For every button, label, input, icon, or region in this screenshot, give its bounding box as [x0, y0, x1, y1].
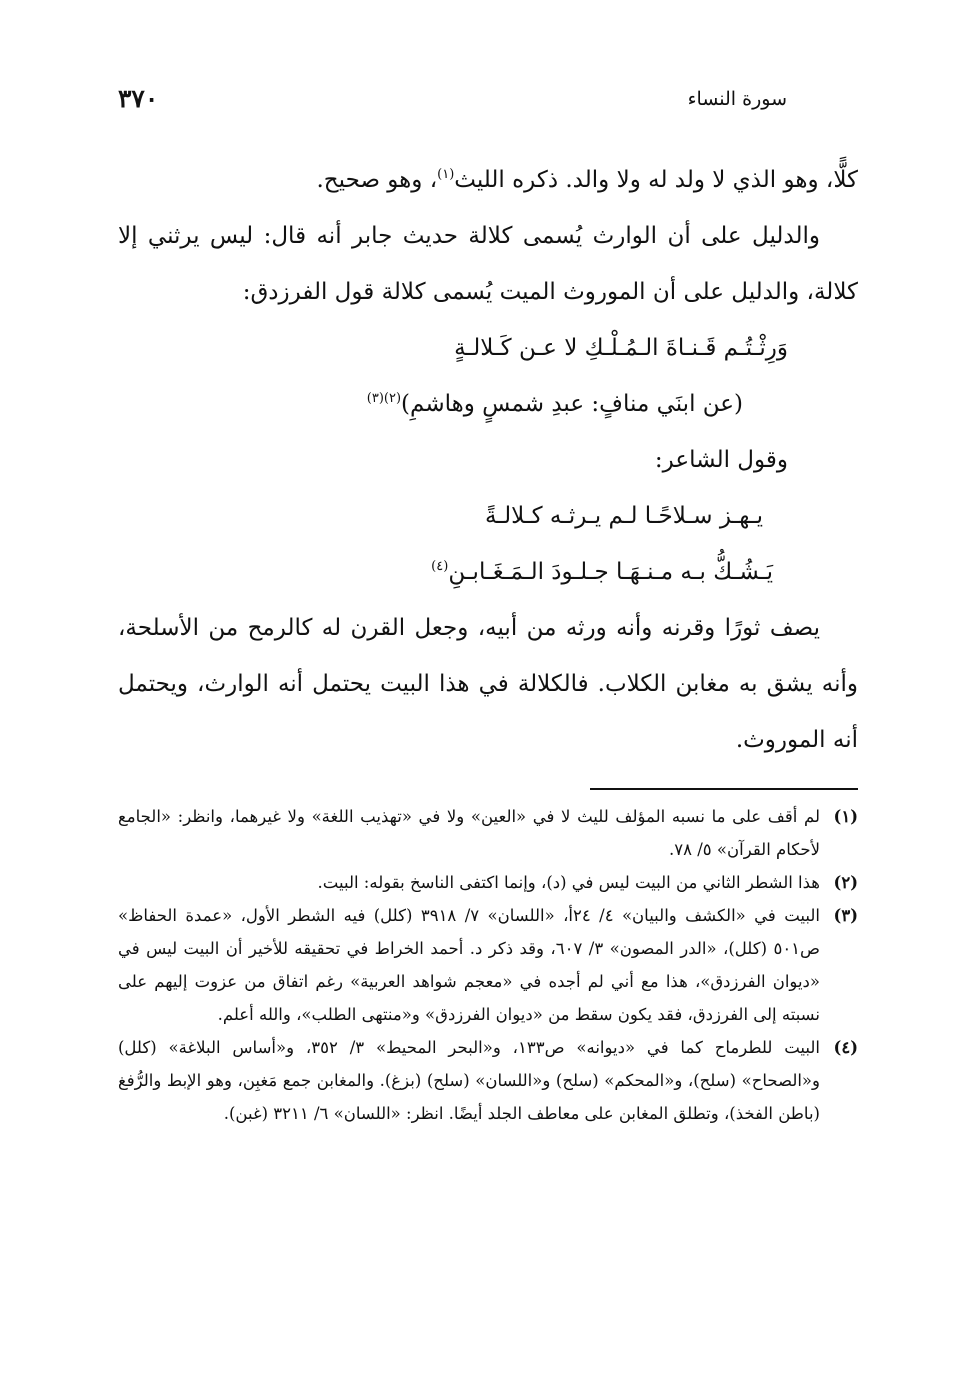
footnotes	[118, 800, 858, 1130]
poet-intro: وقول الشاعر:	[654, 447, 788, 473]
paragraph-3: يصف ثورًا وقرنه وأنه ورثه من أبيه، وجعل القرن له كالرمح من الأسلحة، وأنه يشق به مغابن الكلاب. فالكلالة في هذا البيت يحتمل أنه الوارث، ويحتمل أنه الموروث.	[118, 615, 858, 753]
footnote-2	[118, 866, 858, 899]
footnote-4	[118, 1031, 858, 1130]
footnote-separator	[590, 788, 858, 790]
footnote-number: (٢)	[833, 873, 858, 892]
footnote-3	[118, 899, 858, 1031]
paragraph-2: والدليل على أن الوارث يُسمى كلالة حديث جابر أنه قال: ليس يرثني إلا كلالة، والدليل على أن الموروث الميت يُسمى كلالة قول الفرزدق:	[118, 223, 858, 305]
footnote-ref-2-3: (٢)(٣)	[366, 391, 402, 406]
verse-line-4	[118, 544, 858, 600]
footnote-1	[118, 800, 858, 866]
verse-line-2	[118, 376, 858, 432]
verse-line-2-text: (عن ابنَي منافٍ: عبدِ شمسٍ وهاشمِ)	[401, 391, 743, 417]
footnote-number: (٤)	[833, 1038, 858, 1057]
footnote-text: البيت في «الكشف والبيان» ٤/ ٢٤أ، «اللسان» ٧/ ٣٩١٨ (كلل) فيه الشطر الأول، «عمدة الحفاظ» ص٥٠١ (كلل)، «الدر المصون» ٣/ ٦٠٧، وقد ذكر د. أحمد الخراط في تحقيقه للأخير أن البيت ليس في «ديوان الفرزدق»، هذا مع أني لم أجده في «معجم شواهد العربية» رغم اتفاق من عزوت إليهم على نسبته إلى الفرزدق، فقد يكون سقط من «ديوان الفرزدق» و«منتهى الطلب»، والله أعلم.	[118, 906, 820, 1024]
main-text	[118, 152, 858, 768]
paragraph-1	[118, 152, 858, 208]
footnote-number: (١)	[833, 807, 858, 826]
running-title: سورة النساء	[687, 88, 787, 110]
footnote-number: (٣)	[833, 906, 858, 925]
footnote-text: لم أقف على ما نسبه المؤلف لليث لا في «العين» ولا في «تهذيب اللغة» ولا غيرهما، وانظر: «الجامع لأحكام القرآن» ٥/ ٧٨.	[118, 807, 820, 859]
paragraph-1-tail: ، وهو صحيح.	[316, 167, 438, 193]
page-header	[118, 84, 857, 124]
verse-line-4-text: يَـشُـكُّ بـه مـنـهَـا جـلـودَ الـمَـغَـابـنِ	[448, 559, 773, 585]
footnote-text: البيت للطرماح كما في «ديوانه» ص١٣٣، و«البحر المحيط» ٣/ ٣٥٢، و«أساس البلاغة» (كلل) و«الصحاح» (سلح)، و«المحكم» (سلح) و«اللسان» (سلح) (بزغ). والمغابن جمع مَغبِن، وهو الإبط والرُّفغ (باطن الفخذ)، وتطلق المغابن على معاطف الجلد أيضًا. انظر: «اللسان» ٦/ ٣٢١١ (غبن).	[118, 1038, 820, 1123]
footnote-ref-4: (٤)	[431, 559, 449, 574]
footnote-text: هذا الشطر الثاني من البيت ليس في (د)، وإنما اكتفى الناسخ بقوله: البيت.	[317, 873, 820, 892]
paragraph-1-text: كلًّا، وهو الذي لا ولد له ولا والد. ذكره الليث	[454, 167, 858, 193]
footnote-ref-1: (١)	[437, 167, 455, 182]
verse-line-3: يـهـز سـلاحًـا لـم يـرثـه كـلالـةً	[485, 503, 763, 529]
verse-line-1: وَرِثْـتُـم قَـنـاةَ الـمُـلْـكِ لا عـن كَـلالـةٍ	[454, 335, 788, 361]
page-number: ٣٧٠	[118, 84, 159, 113]
